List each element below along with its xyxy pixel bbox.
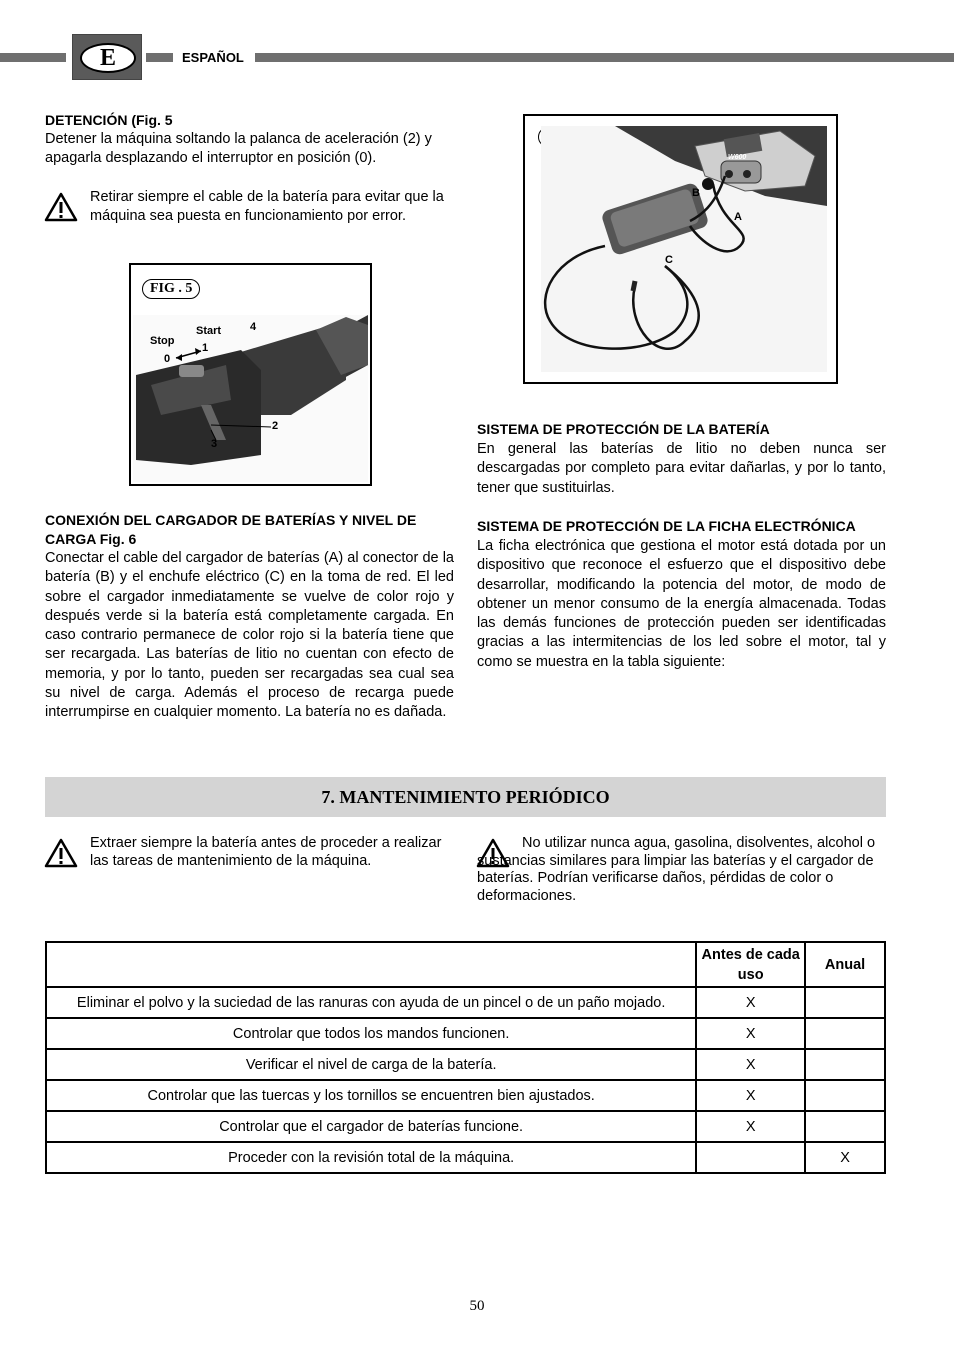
fig5-callout-0: 0 [164, 353, 171, 365]
header-bar-mid [146, 53, 173, 62]
table-row [46, 987, 885, 1018]
table-row [46, 1142, 885, 1173]
table-cell-task: Controlar que las tuercas y los tornillos se encuentren bien ajustados. [46, 1080, 696, 1111]
table-row [46, 1049, 885, 1080]
warning-text-no-liquids: No utilizar nunca agua, gasolina, disolventes, alcohol o sustancias similares para limpiar las baterías y el cargador de baterías. Podrían verificarse daños, pérdidas de color o deformaciones. [477, 835, 876, 904]
fig5-callout-1: 1 [202, 342, 209, 354]
table-row [46, 1111, 885, 1142]
table-header-before-use: Antes de cada uso [696, 942, 805, 987]
table-cell-before-use: X [696, 1111, 805, 1142]
table-cell-yearly [805, 987, 885, 1018]
table-header-row [46, 942, 885, 987]
table-cell-yearly [805, 1018, 885, 1049]
header-bar-left [0, 53, 66, 62]
table-cell-task: Controlar que el cargador de baterías funcione. [46, 1111, 696, 1142]
section-title: 7. MANTENIMIENTO PERIÓDICO [321, 787, 610, 807]
warning-icon [44, 838, 78, 868]
stop-paragraph: Detener la máquina soltando la palanca de aceleración (2) y apagarla desplazando el interruptor en posición (0). [45, 131, 432, 167]
trimmer-handle-illustration [131, 265, 370, 484]
table-cell-yearly [805, 1080, 885, 1111]
header-bar-right [255, 53, 954, 62]
fig5-start-label: Start [196, 325, 222, 337]
charger-illustration [525, 116, 836, 382]
board-protection-paragraph: La ficha electrónica que gestiona el motor está dotada por un dispositivo que reconoce el esfuerzo que el dispositivo debe desarrollar, modificando la potencia del motor, de modo de obtener un menor consumo de la energía almacenada. Todas las demás funciones de protección pueden ser identificadas gracias a las intermitencias de los led sobre el motor, tal y como se muestra en la tabla siguiente: [477, 538, 886, 670]
table-cell-task: Verificar el nivel de carga de la batería. [46, 1049, 696, 1080]
table-cell-before-use: X [696, 1049, 805, 1080]
table-row [46, 1018, 885, 1049]
fig5-callout-4: 4 [250, 321, 257, 333]
warning-text-remove-battery: Extraer siempre la batería antes de proceder a realizar las tareas de mantenimiento de la máquina. [90, 835, 442, 869]
page-number: 50 [469, 1298, 485, 1314]
table-cell-yearly [805, 1111, 885, 1142]
fig5-callout-3: 3 [211, 438, 218, 450]
fig6-callout-c: C [665, 254, 673, 266]
fig6-brand-label: W600 [728, 154, 747, 161]
language-label: ESPAÑOL [182, 50, 244, 65]
table-cell-before-use: X [696, 1080, 805, 1111]
fig6-callout-a: A [734, 211, 742, 223]
charger-paragraph: Conectar el cable del cargador de baterías (A) al conector de la batería (B) y el enchufe eléctrico (C) en la toma de red. El led sobre el cargador inmediatamente se vuelve de color rojo y después verde si la batería está completamente cargada. En caso contrario permanece de color rojo si la batería tiene que ser recargada. Las baterías de litio no cuentan con efecto de memoria, y por lo tanto, pueden ser recargadas sea cual sea su nivel de carga. Además el proceso de recarga puede interrumpirse en cualquier momento. La batería no es dañada. [45, 550, 454, 721]
fig6-callout-b: B [692, 187, 700, 199]
table-row [46, 1080, 885, 1111]
language-badge-letter: E [80, 43, 136, 73]
figure-5 [129, 263, 372, 486]
table-cell-task: Eliminar el polvo y la suciedad de las ranuras con ayuda de un pincel o de un paño mojado. [46, 987, 696, 1018]
table-header-task [46, 942, 696, 987]
warning-icon [44, 192, 78, 222]
fig5-stop-label: Stop [150, 335, 175, 347]
figure-6 [523, 114, 838, 384]
fig5-callout-2: 2 [272, 420, 279, 432]
table-cell-before-use [696, 1142, 805, 1173]
table-cell-yearly: X [805, 1142, 885, 1173]
table-cell-yearly [805, 1049, 885, 1080]
board-protection-heading: SISTEMA DE PROTECCIÓN DE LA FICHA ELECTRÓNICA [477, 518, 856, 534]
table-header-yearly: Anual [805, 942, 885, 987]
table-cell-task: Controlar que todos los mandos funcionen. [46, 1018, 696, 1049]
stop-heading: DETENCIÓN (Fig. 5 [45, 112, 173, 128]
charger-heading: CONEXIÓN DEL CARGADOR DE BATERÍAS Y NIVEL DE CARGA Fig. 6 [45, 512, 417, 548]
table-cell-task: Proceder con la revisión total de la máquina. [46, 1142, 696, 1173]
battery-protection-paragraph: En general las baterías de litio no deben nunca ser descargadas por completo para evitar dañarlas, y por lo tanto, tener que sustituirlas. [477, 441, 886, 496]
battery-protection-heading: SISTEMA DE PROTECCIÓN DE LA BATERÍA [477, 421, 770, 437]
language-badge [72, 34, 142, 80]
table-cell-before-use: X [696, 1018, 805, 1049]
section-header [45, 777, 886, 817]
table-cell-before-use: X [696, 987, 805, 1018]
warning-text-battery-cable: Retirar siempre el cable de la batería para evitar que la máquina sea puesta en funcionamiento por error. [90, 189, 444, 225]
maintenance-table [45, 941, 886, 1174]
figure-5-label: FIG . 5 [142, 279, 200, 299]
